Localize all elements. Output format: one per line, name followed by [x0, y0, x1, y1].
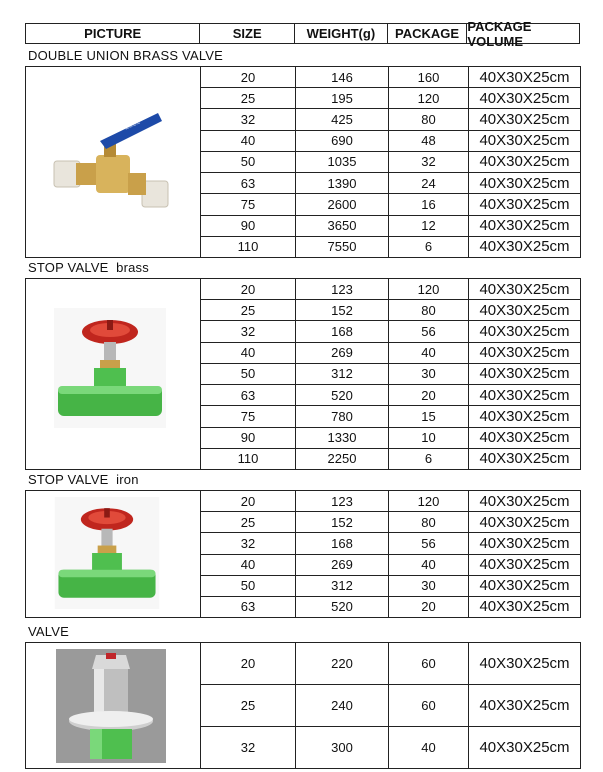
size-cell: 32 [201, 321, 296, 341]
package-cell: 40 [389, 555, 469, 575]
size-cell: 25 [201, 685, 296, 726]
package-volume-cell: 40X30X25cm [479, 513, 570, 531]
weight-cell: 269 [296, 343, 389, 363]
package-cell: 10 [389, 428, 469, 448]
weight-cell: 168 [296, 533, 389, 553]
section-title: STOP VALVE brass [28, 260, 149, 275]
package-volume-cell: 40X30X25cm [479, 429, 570, 447]
header-weight: WEIGHT(g) [295, 24, 388, 43]
package-volume-cell: 40X30X25cm [479, 577, 570, 595]
package-cell: 48 [389, 131, 469, 151]
header-picture: PICTURE [26, 24, 200, 43]
table-row [201, 428, 580, 449]
product-picture-cell [26, 67, 201, 257]
table-row [201, 300, 580, 321]
package-volume-cell: 40X30X25cm [479, 217, 570, 235]
package-cell: 56 [389, 321, 469, 341]
package-cell: 20 [389, 597, 469, 617]
section-rows [201, 491, 580, 617]
package-volume-cell: 40X30X25cm [479, 238, 570, 256]
size-cell: 25 [201, 512, 296, 532]
size-cell: 20 [201, 279, 296, 299]
package-volume-cell: 40X30X25cm [479, 365, 570, 383]
weight-cell: 168 [296, 321, 389, 341]
package-cell: 60 [389, 643, 469, 684]
weight-cell: 425 [296, 109, 389, 129]
package-cell: 6 [389, 449, 469, 469]
package-volume-cell: 40X30X25cm [479, 407, 570, 425]
table-row [201, 67, 580, 88]
package-cell: 56 [389, 533, 469, 553]
package-cell: 80 [389, 109, 469, 129]
package-volume-cell: 40X30X25cm [479, 301, 570, 319]
table-row [201, 152, 580, 173]
weight-cell: 152 [296, 300, 389, 320]
size-cell: 32 [201, 727, 296, 768]
weight-cell: 3650 [296, 216, 389, 236]
table-row [201, 727, 580, 768]
section-title: STOP VALVE iron [28, 472, 139, 487]
size-cell: 25 [201, 300, 296, 320]
section-rows [201, 67, 580, 257]
package-volume-cell: 40X30X25cm [479, 739, 570, 756]
product-section [25, 490, 581, 618]
package-cell: 40 [389, 343, 469, 363]
size-cell: 20 [201, 67, 296, 87]
package-cell: 80 [389, 512, 469, 532]
table-row [201, 131, 580, 152]
table-row [201, 237, 580, 257]
table-row [201, 88, 580, 109]
table-row [201, 643, 580, 685]
package-volume-cell: 40X30X25cm [479, 132, 570, 150]
section-title: VALVE [28, 624, 69, 639]
package-volume-cell: 40X30X25cm [479, 195, 570, 213]
weight-cell: 520 [296, 385, 389, 405]
weight-cell: 1035 [296, 152, 389, 172]
package-cell: 24 [389, 173, 469, 193]
table-row [201, 576, 580, 597]
product-picture-cell [26, 643, 201, 768]
table-row [201, 216, 580, 237]
section-title: DOUBLE UNION BRASS VALVE [28, 48, 224, 63]
package-cell: 30 [389, 364, 469, 384]
table-row [201, 533, 580, 554]
package-cell: 15 [389, 406, 469, 426]
table-row [201, 385, 580, 406]
size-cell: 63 [201, 597, 296, 617]
weight-cell: 520 [296, 597, 389, 617]
table-row [201, 491, 580, 512]
table-row [201, 109, 580, 130]
table-row [201, 364, 580, 385]
product-section [25, 66, 581, 258]
product-picture-cell [26, 491, 201, 617]
package-volume-cell: 40X30X25cm [479, 655, 570, 672]
package-cell: 40 [389, 727, 469, 768]
table-header [25, 18, 580, 49]
header-package-volume: PACKAGE VOLUME [467, 18, 532, 49]
header-package: PACKAGE [388, 24, 468, 43]
header-size: SIZE [200, 24, 295, 43]
table-row [201, 343, 580, 364]
package-cell: 32 [389, 152, 469, 172]
svg-text:~~~~: ~~~~ [124, 120, 143, 133]
weight-cell: 152 [296, 512, 389, 532]
size-cell: 40 [201, 343, 296, 363]
size-cell: 90 [201, 428, 296, 448]
weight-cell: 780 [296, 406, 389, 426]
size-cell: 50 [201, 576, 296, 596]
weight-cell: 195 [296, 88, 389, 108]
weight-cell: 2250 [296, 449, 389, 469]
table-row [201, 597, 580, 617]
table-row [201, 555, 580, 576]
package-volume-cell: 40X30X25cm [479, 174, 570, 192]
section-rows [201, 643, 580, 768]
package-cell: 20 [389, 385, 469, 405]
size-cell: 50 [201, 364, 296, 384]
table-row [201, 173, 580, 194]
section-rows [201, 279, 580, 469]
package-volume-cell: 40X30X25cm [479, 450, 570, 468]
package-volume-cell: 40X30X25cm [479, 534, 570, 552]
weight-cell: 220 [296, 643, 389, 684]
package-volume-cell: 40X30X25cm [479, 111, 570, 129]
size-cell: 63 [201, 173, 296, 193]
table-row [201, 685, 580, 727]
package-volume-cell: 40X30X25cm [479, 89, 570, 107]
size-cell: 32 [201, 109, 296, 129]
package-volume-cell: 40X30X25cm [479, 556, 570, 574]
table-row [201, 406, 580, 427]
product-section [25, 642, 581, 769]
table-row [201, 512, 580, 533]
weight-cell: 1390 [296, 173, 389, 193]
package-volume-cell: 40X30X25cm [479, 598, 570, 616]
concealed-valve-photo [56, 649, 166, 763]
table-row [201, 449, 580, 469]
weight-cell: 123 [296, 279, 389, 299]
table-row [201, 279, 580, 300]
weight-cell: 1330 [296, 428, 389, 448]
product-section [25, 278, 581, 470]
table-row [201, 194, 580, 215]
stop-valve-photo [54, 308, 166, 428]
package-volume-cell: 40X30X25cm [479, 697, 570, 714]
weight-cell: 312 [296, 364, 389, 384]
size-cell: 90 [201, 216, 296, 236]
weight-cell: 146 [296, 67, 389, 87]
product-picture-cell [26, 279, 201, 469]
weight-cell: 240 [296, 685, 389, 726]
package-volume-cell: 40X30X25cm [479, 492, 570, 510]
weight-cell: 7550 [296, 237, 389, 257]
size-cell: 25 [201, 88, 296, 108]
package-cell: 120 [389, 279, 469, 299]
package-cell: 120 [389, 88, 469, 108]
package-volume-cell: 40X30X25cm [479, 344, 570, 362]
size-cell: 110 [201, 237, 296, 257]
package-volume-cell: 40X30X25cm [479, 68, 570, 86]
package-cell: 12 [389, 216, 469, 236]
package-cell: 120 [389, 491, 469, 511]
weight-cell: 312 [296, 576, 389, 596]
package-cell: 80 [389, 300, 469, 320]
package-cell: 160 [389, 67, 469, 87]
size-cell: 110 [201, 449, 296, 469]
size-cell: 32 [201, 533, 296, 553]
size-cell: 75 [201, 406, 296, 426]
package-volume-cell: 40X30X25cm [479, 323, 570, 341]
package-cell: 60 [389, 685, 469, 726]
package-cell: 6 [389, 237, 469, 257]
weight-cell: 123 [296, 491, 389, 511]
weight-cell: 2600 [296, 194, 389, 214]
package-cell: 16 [389, 194, 469, 214]
size-cell: 63 [201, 385, 296, 405]
package-volume-cell: 40X30X25cm [479, 280, 570, 298]
size-cell: 20 [201, 643, 296, 684]
size-cell: 50 [201, 152, 296, 172]
package-cell: 30 [389, 576, 469, 596]
size-cell: 75 [201, 194, 296, 214]
size-cell: 40 [201, 555, 296, 575]
size-cell: 20 [201, 491, 296, 511]
package-volume-cell: 40X30X25cm [479, 153, 570, 171]
weight-cell: 269 [296, 555, 389, 575]
double-union-brass-valve-photo [48, 105, 176, 220]
stop-valve-photo [54, 497, 160, 609]
size-cell: 40 [201, 131, 296, 151]
weight-cell: 690 [296, 131, 389, 151]
table-row [201, 321, 580, 342]
weight-cell: 300 [296, 727, 389, 768]
package-volume-cell: 40X30X25cm [479, 386, 570, 404]
